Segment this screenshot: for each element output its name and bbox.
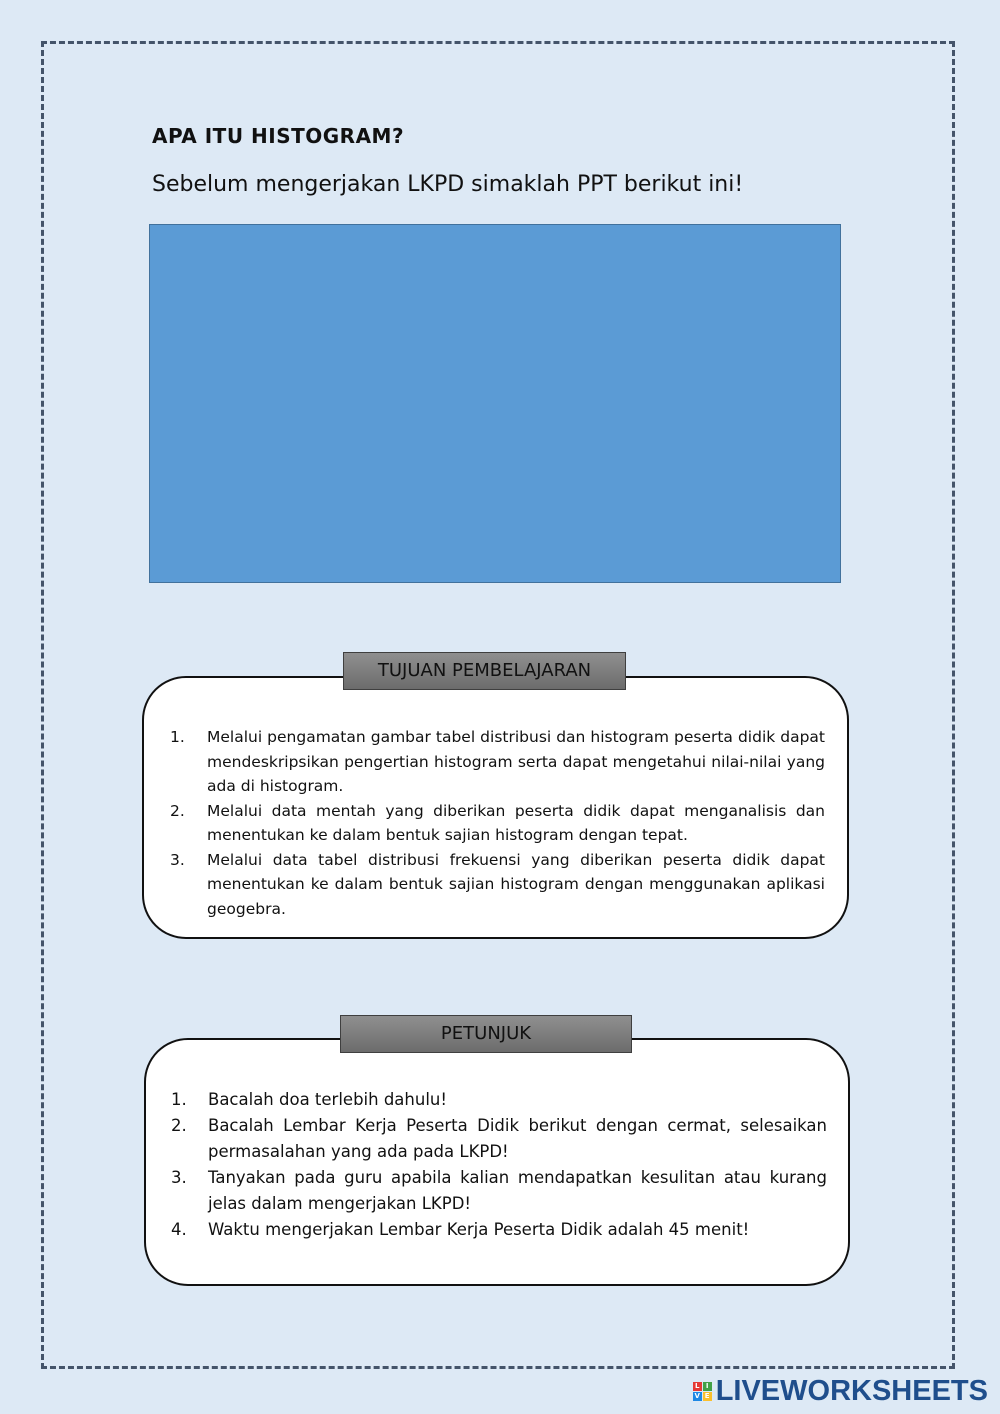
tujuan-panel <box>142 676 849 939</box>
list-item <box>170 848 825 922</box>
item-text: Waktu mengerjakan Lembar Kerja Peserta Didik adalah 45 menit! <box>208 1220 750 1239</box>
list-item <box>170 725 825 799</box>
brand-name: LIVEWORKSHEETS <box>715 1375 988 1407</box>
logo-letter: V <box>694 1392 700 1400</box>
tujuan-list <box>170 725 825 921</box>
item-number: 1. <box>170 728 185 746</box>
tujuan-label: TUJUAN PEMBELAJARAN <box>343 652 626 690</box>
list-item <box>171 1165 827 1217</box>
page-subtitle: Sebelum mengerjakan LKPD simaklah PPT berikut ini! <box>152 172 744 197</box>
list-item <box>171 1217 827 1243</box>
item-text: Melalui pengamatan gambar tabel distribusi dan histogram peserta didik dapat mendeskripsikan pengertian histogram serta dapat mengetahui nilai-nilai yang ada di histogram. <box>207 728 825 795</box>
item-text: Bacalah Lembar Kerja Peserta Didik berikut dengan cermat, selesaikan permasalahan yang ada pada LKPD! <box>208 1116 827 1161</box>
item-text: Tanyakan pada guru apabila kalian mendapatkan kesulitan atau kurang jelas dalam mengerjakan LKPD! <box>208 1168 827 1213</box>
item-number: 3. <box>171 1168 187 1187</box>
item-number: 2. <box>171 1116 187 1135</box>
list-item <box>171 1113 827 1165</box>
item-text: Bacalah doa terlebih dahulu! <box>208 1090 447 1109</box>
item-number: 1. <box>171 1090 187 1109</box>
liveworksheets-brand[interactable] <box>693 1375 988 1408</box>
page-title: APA ITU HISTOGRAM? <box>152 124 405 148</box>
item-number: 3. <box>170 850 185 869</box>
petunjuk-panel <box>144 1038 850 1286</box>
ppt-embed-placeholder[interactable] <box>149 224 841 583</box>
petunjuk-label: PETUNJUK <box>340 1015 632 1053</box>
item-text: Melalui data tabel distribusi frekuensi yang diberikan peserta didik dapat menentukan ke dalam bentuk sajian histogram dengan menggunakan aplikasi geogebra. <box>207 850 825 918</box>
logo-letter: I <box>703 1382 712 1391</box>
logo-letter: L <box>693 1382 702 1391</box>
list-item <box>171 1087 827 1113</box>
item-text: Melalui data mentah yang diberikan peserta didik dapat menganalisis dan menentukan ke dalam bentuk sajian histogram dengan tepat. <box>207 801 825 844</box>
item-number: 2. <box>170 801 185 820</box>
item-number: 4. <box>171 1220 187 1239</box>
petunjuk-list <box>171 1087 827 1243</box>
logo-letter: E <box>703 1392 712 1401</box>
list-item <box>170 799 825 848</box>
liveworksheets-logo-icon <box>693 1382 712 1401</box>
